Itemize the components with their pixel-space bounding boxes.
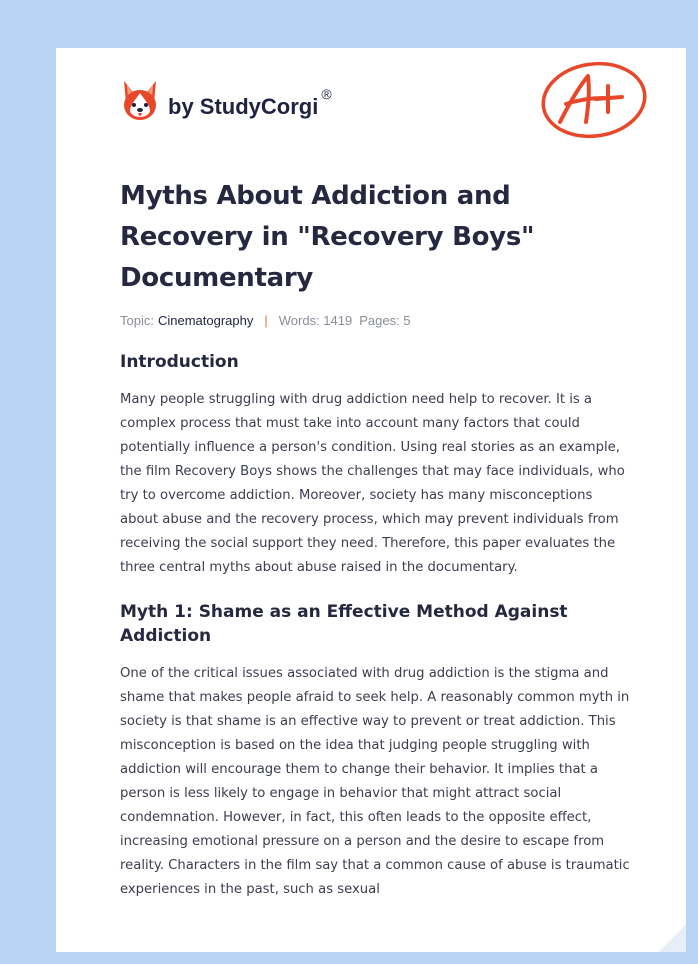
- page-corner-fold: [658, 924, 686, 952]
- registered-mark: ®: [321, 86, 332, 102]
- section-paragraph-introduction: Many people struggling with drug addiction need help to recover. It is a complex process that must take into account many factors that could potentially influence a person's condition. Using real stories as an example, the film Recovery Boys shows the challenges that may face individuals, who try to overcome addiction. Moreover, society has many misconceptions about abuse and the recovery process, which may prevent individuals from receiving the social support they need. Therefore, this paper evaluates the three central myths about abuse raised in the documentary.: [120, 392, 625, 575]
- section-heading-introduction: Introduction: [120, 352, 239, 372]
- corgi-icon: [120, 79, 160, 125]
- topic-link[interactable]: Cinematography: [157, 313, 254, 328]
- brand-name: by StudyCorgi: [168, 94, 319, 119]
- meta-separator: |: [264, 313, 268, 328]
- section-heading-myth-1: Myth 1: Shame as an Effective Method Against Addiction: [120, 602, 568, 646]
- studycorgi-logo[interactable]: [120, 76, 332, 128]
- word-count: Words: 1419: [278, 313, 353, 328]
- topic-label: Topic:: [120, 313, 154, 328]
- document-content: [120, 176, 630, 902]
- document-page: [56, 48, 686, 952]
- document-title: Myths About Addiction and Recovery in "Recovery Boys" Documentary: [120, 181, 535, 293]
- a-plus-grade-badge: [538, 60, 648, 140]
- section-paragraph-myth-1: One of the critical issues associated with drug addiction is the stigma and shame that makes people afraid to seek help. A reasonably common myth in society is that shame is an effective way to prevent or treat addiction. This misconception is based on the idea that judging people struggling with addiction will encourage them to change their behavior. It implies that a person is less likely to engage in behavior that might attract social condemnation. However, in fact, this often leads to the opposite effect, increasing emotional pressure on a person and the desire to escape from reality. Characters in the film say that a common cause of abuse is traumatic experiences in the past, such as sexual: [120, 666, 630, 897]
- page-count: Pages: 5: [359, 313, 411, 328]
- document-meta: [120, 313, 630, 328]
